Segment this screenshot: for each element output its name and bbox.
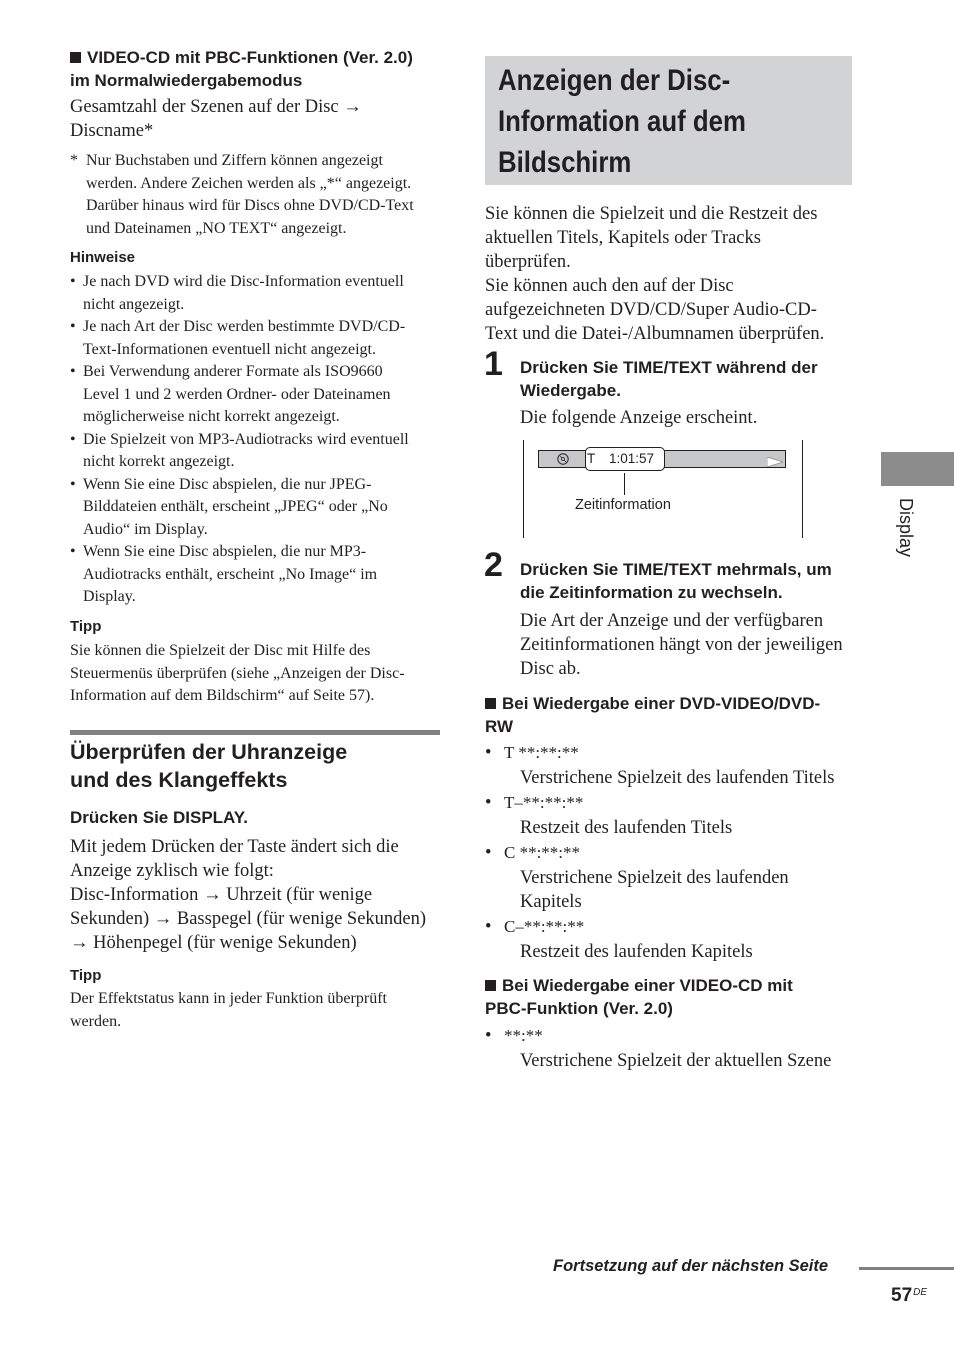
- list-item: • T **:**:**: [485, 743, 579, 763]
- asterisk: *: [70, 152, 78, 169]
- display-bar: [538, 450, 786, 468]
- section-rule: [70, 730, 440, 735]
- arrow-right-icon: →: [153, 909, 173, 929]
- side-tab-marker: [881, 452, 954, 486]
- step-number-2: 2: [484, 546, 503, 584]
- display-cycle-text: Mit jedem Drücken der Taste ändert sich die Anzeige zyklisch wie folgt: Disc-Information → Uhrzeit (für wenige Sekunden) → Basspegel (für wenige Sekunden) → Höhenpegel (für wenige Sekunden): [70, 837, 427, 953]
- dvd-time-list: • T **:**:** Verstrichene Spielzeit des laufenden Titels • T–**:**:** Restzeit des laufenden Titels • C **:**:** Verstrichene Spielzeit des laufenden Kapitels • C–**:**:** Restzeit des laufenden Kapitels: [485, 741, 865, 965]
- step-2-text: Die Art der Anzeige und der verfügbaren Zeitinformationen hängt von der jeweiligen Disc ab.: [520, 611, 843, 679]
- display-title-indicator: T: [587, 451, 596, 466]
- arrow-right-icon: →: [70, 933, 89, 953]
- list-item: • T–**:**:**: [485, 793, 584, 813]
- dvd-heading: Bei Wiedergabe einer DVD-VIDEO/DVD- RW: [485, 694, 821, 736]
- list-item: • **:**: [485, 1026, 543, 1046]
- step-2-instruction: Drücken Sie TIME/TEXT mehrmals, um die Zeitinformation zu wechseln.: [520, 560, 832, 602]
- footnote: * Nur Buchstaben und Ziffern können angezeigt werden. Andere Zeichen werden als „*“ angezeigt. Darüber hinaus wird für Discs ohne DVD/CD-Text und Dateinamen „NO TEXT“ angezeigt.: [70, 152, 414, 237]
- continued-note: Fortsetzung auf der nächsten Seite: [553, 1257, 829, 1275]
- section-title: Überprüfen der Uhranzeige und des Klangeffekts: [70, 740, 348, 792]
- step-1-instruction: Drücken Sie TIME/TEXT während der Wiedergabe.: [520, 358, 818, 400]
- arrow-right-icon: →: [203, 885, 222, 905]
- tipp-label: Tipp: [70, 618, 102, 635]
- disc-icon: [557, 452, 569, 464]
- arrow-right-icon: →: [343, 97, 362, 117]
- list-item: • Je nach Art der Disc werden bestimmte DVD/CD- Text-Informationen eventuell nicht angezeigt.: [70, 318, 406, 358]
- hinweise-label: Hinweise: [70, 249, 136, 266]
- vcd-pbc-text: Gesamtzahl der Szenen auf der Disc → Discname*: [70, 97, 362, 141]
- square-bullet-icon: [485, 698, 496, 709]
- display-caption: Zeitinformation: [575, 497, 671, 513]
- list-item: • Wenn Sie eine Disc abspielen, die nur MP3- Audiotracks enthält, erscheint „No Image“ im Display.: [70, 543, 378, 605]
- list-item: • C **:**:**: [485, 843, 581, 863]
- list-item: • C–**:**:**: [485, 917, 585, 937]
- page-number: 57DE: [891, 1285, 928, 1306]
- page-title: Anzeigen der Disc- Information auf dem Bildschirm: [498, 64, 746, 179]
- step-number-1: 1: [484, 345, 503, 383]
- display-illustration: [523, 440, 803, 538]
- list-item: • Wenn Sie eine Disc abspielen, die nur JPEG- Bilddateien enthält, erscheint „JPEG“ oder „No Audio“ im Display.: [70, 475, 388, 538]
- vcd-time-list: • **:** Verstrichene Spielzeit der aktuellen Szene: [485, 1024, 865, 1073]
- list-item: • Die Spielzeit von MP3-Audiotracks wird eventuell nicht korrekt angezeigt.: [70, 430, 409, 470]
- press-display-instruction: Drücken Sie DISPLAY.: [70, 808, 248, 827]
- tipp-text: Sie können die Spielzeit der Disc mit Hilfe des Steuermenüs überprüfen (siehe „Anzeigen der Disc- Information auf dem Bildschirm“ auf Seite 57).: [70, 642, 405, 704]
- tipp-text: Der Effektstatus kann in jeder Funktion überprüft werden.: [70, 990, 387, 1030]
- continued-rule: [859, 1267, 954, 1270]
- tipp-label: Tipp: [70, 967, 102, 984]
- square-bullet-icon: [70, 52, 81, 63]
- vcd-pbc-heading: VIDEO-CD mit PBC-Funktionen (Ver. 2.0) im Normalwiedergabemodus: [70, 48, 413, 90]
- list-item: • Je nach DVD wird die Disc-Information eventuell nicht angezeigt.: [70, 273, 404, 313]
- display-time: 1:01:57: [609, 451, 655, 466]
- side-tab-label: Display: [896, 498, 916, 558]
- caption-leader-line: [624, 473, 625, 495]
- play-icon: [767, 454, 783, 472]
- title-box: [485, 56, 852, 185]
- list-item: • Bei Verwendung anderer Formate als ISO9660 Level 1 und 2 werden Ordner- oder Dateinamen möglicherweise nicht korrekt angezeigt.: [70, 363, 391, 425]
- intro-text: Sie können die Spielzeit und die Restzeit des aktuellen Titels, Kapitels oder Tracks überprüfen. Sie können auch den auf der Disc aufgezeichneten DVD/CD/Super Audio-CD- Text und die Datei-/Albumnamen überprüfen.: [485, 204, 825, 344]
- hinweise-list: [70, 271, 450, 609]
- vcd-heading: Bei Wiedergabe einer VIDEO-CD mit PBC-Funktion (Ver. 2.0): [485, 976, 793, 1018]
- step-1-text: Die folgende Anzeige erscheint.: [520, 408, 758, 428]
- square-bullet-icon: [485, 980, 496, 991]
